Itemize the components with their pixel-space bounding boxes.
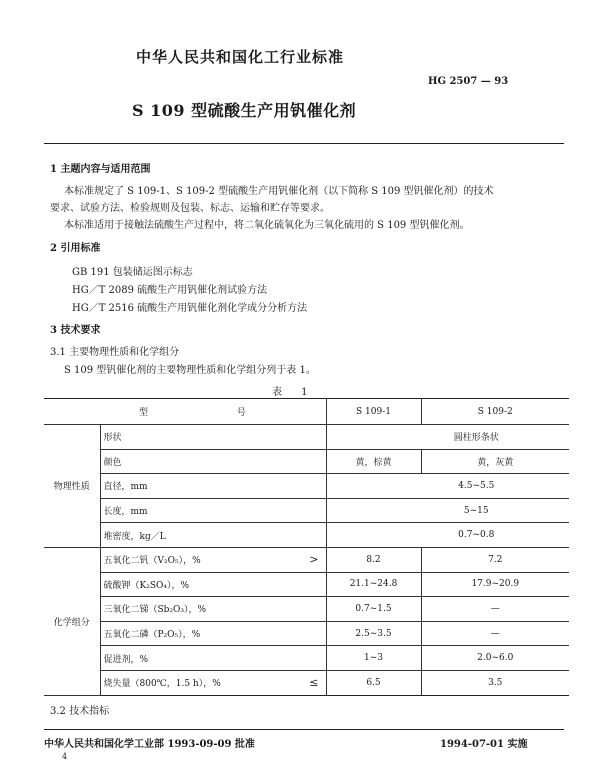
chemical-group-label: 化学组分 [44,547,100,695]
footer-rule [44,729,564,730]
table-caption: 表 1 [272,387,316,398]
row-value-s109-2: 3.5 [421,670,569,695]
standard-code: HG 2507 — 93 [428,76,509,87]
row-name: 直径，mm [100,474,326,499]
table-header-row [44,399,569,425]
table-row [44,670,569,695]
row-value-s109-1: 8.2 [326,547,421,572]
issuing-organization: 中华人民共和国化工行业标准 [136,48,345,66]
comparison-symbol: ≤ [309,676,319,690]
row-name: 促进剂，% [100,646,326,671]
row-name: 五氧化二钒（V₂O₅），% [103,556,201,567]
row-value-s109-2: 7.2 [421,547,569,572]
subsection-3-1-heading: 3.1 主要物理性质和化学组分 [50,347,180,358]
row-name-cell [100,670,326,695]
table-row [44,449,569,474]
row-value-s109-1: 黄，棕黄 [326,449,421,474]
row-value-s109-2: 17.9~20.9 [421,572,569,597]
row-value-s109-1: 21.1~24.8 [326,572,421,597]
row-name: 堆密度，kg／L [100,523,326,548]
reference-item: HG／T 2516 硫酸生产用钒催化剂化学成分分析方法 [72,303,308,314]
spec-table [44,398,569,696]
row-value: 圆柱形条状 [326,425,569,450]
physical-group-label: 物理性质 [44,425,100,548]
table-row [44,425,569,450]
table-row [44,547,569,572]
s109-2-header: S 109-2 [421,399,569,425]
header-rule [44,143,564,144]
table-row [44,621,569,646]
section-2-heading: 2 引用标准 [50,243,101,254]
row-name: 颜色 [100,449,326,474]
row-name: 烧失量（800℃，1.5 h），% [103,679,221,690]
row-name-cell [100,547,326,572]
section-1-heading: 1 主题内容与适用范围 [50,164,151,175]
approval-line: 中华人民共和国化学工业部 1993-09-09 批准 [44,739,255,750]
model-header-cell [44,399,326,425]
row-value-s109-1: 6.5 [326,670,421,695]
row-value: 0.7~0.8 [326,523,569,548]
section-1-para-1-line-1: 本标准规定了 S 109-1、S 109-2 型硫酸生产用钒催化剂（以下简称 S 109 型钒催化剂）的技术 [64,186,494,197]
row-name: 三氧化二锑（Sb₂O₃），% [100,597,326,622]
reference-item: GB 191 包装储运图示标志 [72,267,193,278]
section-3-heading: 3 技术要求 [50,325,101,336]
row-value-s109-2: 2.0~6.0 [421,646,569,671]
section-1-para-2: 本标准适用于接触法硫酸生产过程中，将二氧化硫氧化为三氧化硫用的 S 109 型钒催化剂。 [64,220,470,231]
effective-date: 1994-07-01 实施 [440,739,528,750]
model-header-char-2: 号 [236,408,246,418]
row-name: 硫酸钾（K₂SO₄），% [100,572,326,597]
table-row [44,523,569,548]
table-row [44,597,569,622]
row-value-s109-2: — [421,597,569,622]
comparison-symbol: > [309,553,319,567]
row-value-s109-1: 2.5~3.5 [326,621,421,646]
row-name: 形状 [100,425,326,450]
table-row [44,572,569,597]
row-value-s109-2: — [421,621,569,646]
row-value: 5~15 [326,498,569,523]
row-value: 4.5~5.5 [326,474,569,499]
row-name: 五氧化二磷（P₂O₅），% [100,621,326,646]
table-row [44,474,569,499]
row-value-s109-1: 1~3 [326,646,421,671]
s109-1-header: S 109-1 [326,399,421,425]
subsection-3-2-heading: 3.2 技术指标 [50,706,110,717]
section-1-para-1-line-2: 要求、试验方法、检验规则及包装、标志、运输和贮存等要求。 [50,203,330,214]
row-name: 长度，mm [100,498,326,523]
document-title: S 109 型硫酸生产用钒催化剂 [132,101,357,120]
reference-item: HG／T 2089 硫酸生产用钒催化剂试验方法 [72,285,268,296]
subsection-3-1-text: S 109 型钒催化剂的主要物理性质和化学组分列于表 1。 [64,365,316,376]
model-header-char-1: 型 [139,408,149,418]
row-value-s109-1: 0.7~1.5 [326,597,421,622]
row-value-s109-2: 黄，灰黄 [421,449,569,474]
page-mark: 4 [62,752,68,761]
table-row [44,646,569,671]
table-row [44,498,569,523]
